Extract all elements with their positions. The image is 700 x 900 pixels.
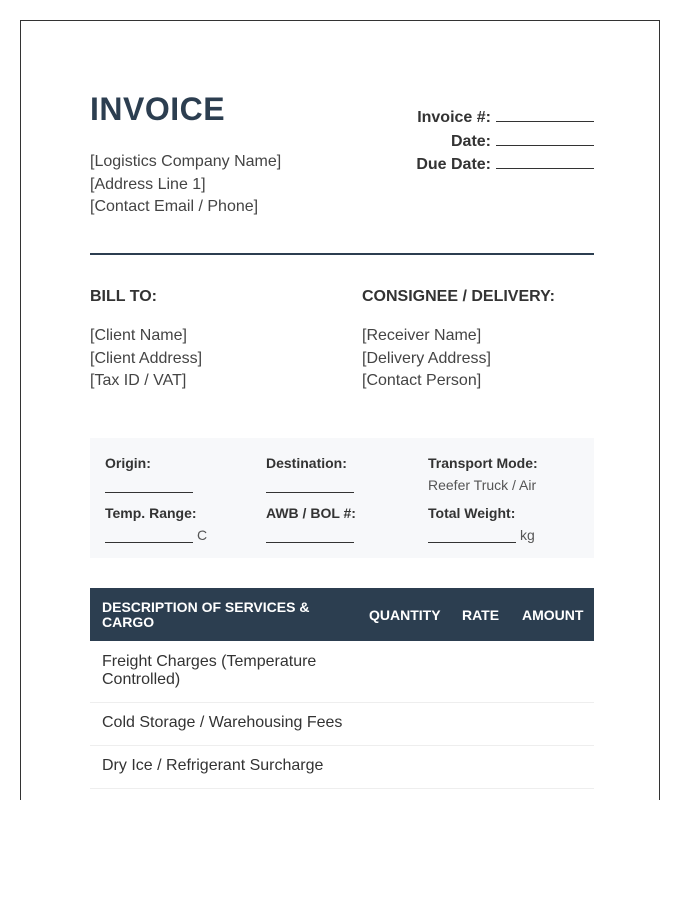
invoice-page — [20, 20, 660, 800]
row-description: Cold Storage / Warehousing Fees — [102, 714, 343, 731]
row-description: Freight Charges (Temperature Controlled) — [102, 653, 317, 688]
company-contact: [Contact Email / Phone] — [90, 198, 259, 215]
destination-value — [266, 475, 354, 493]
client-tax-id: [Tax ID / VAT] — [90, 372, 187, 389]
quantity-column-header: QUANTITY — [369, 606, 441, 623]
amount-column-header: AMOUNT — [522, 606, 584, 623]
origin-field — [105, 455, 193, 493]
consignee-section — [362, 288, 555, 393]
rate-column-header: RATE — [462, 606, 500, 623]
company-address: [Address Line 1] — [90, 175, 206, 193]
description-column-header: DESCRIPTION OF SERVICES & CARGO — [102, 598, 310, 630]
bill-to-heading: BILL TO: — [90, 288, 157, 305]
invoice-number-label: Invoice #: — [417, 109, 491, 126]
services-table-header — [90, 588, 594, 641]
company-name: [Logistics Company Name] — [90, 153, 282, 170]
table-row — [90, 746, 594, 789]
destination-label: Destination: — [266, 455, 347, 471]
header-divider — [90, 253, 594, 255]
destination-field — [266, 455, 354, 493]
consignee-heading: CONSIGNEE / DELIVERY: — [362, 288, 555, 305]
invoice-number-row — [416, 106, 594, 130]
awb-bol-value — [266, 525, 356, 543]
bill-to-section — [90, 288, 202, 393]
table-row — [90, 641, 594, 703]
client-name: [Client Name] — [90, 327, 187, 344]
origin-label: Origin: — [105, 455, 151, 471]
row-description: Dry Ice / Refrigerant Surcharge — [102, 757, 324, 774]
temp-range-label: Temp. Range: — [105, 505, 197, 521]
table-row — [90, 703, 594, 746]
transport-mode-label: Transport Mode: — [428, 455, 538, 471]
due-date-row — [416, 153, 594, 177]
transport-mode-field — [428, 455, 538, 493]
awb-bol-blank — [266, 528, 354, 543]
invoice-meta — [416, 106, 594, 177]
receiver-name: [Receiver Name] — [362, 327, 482, 344]
awb-bol-field — [266, 505, 356, 543]
delivery-address: [Delivery Address] — [362, 349, 491, 367]
temp-range-unit: C — [197, 527, 208, 543]
due-date-label: Due Date: — [416, 156, 491, 173]
company-info — [90, 151, 281, 219]
contact-person: [Contact Person] — [362, 372, 482, 389]
total-weight-field — [428, 505, 535, 543]
invoice-date-label: Date: — [450, 132, 491, 150]
origin-blank — [105, 478, 193, 493]
invoice-number-blank — [496, 106, 594, 122]
total-weight-unit: kg — [520, 527, 535, 543]
origin-value — [105, 475, 193, 493]
total-weight-blank — [428, 528, 516, 543]
client-address: [Client Address] — [90, 349, 203, 367]
destination-blank — [266, 478, 354, 493]
awb-bol-label: AWB / BOL #: — [266, 505, 356, 521]
temp-range-blank — [105, 528, 193, 543]
transport-mode-value: Reefer Truck / Air — [428, 477, 537, 493]
shipment-details — [90, 438, 594, 558]
temp-range-value — [105, 525, 207, 543]
due-date-blank — [496, 153, 594, 169]
temp-range-field — [105, 505, 207, 543]
total-weight-value — [428, 525, 535, 543]
total-weight-label: Total Weight: — [428, 505, 516, 521]
invoice-date-row — [416, 130, 594, 154]
invoice-title: INVOICE — [90, 91, 226, 127]
invoice-date-blank — [496, 130, 594, 146]
